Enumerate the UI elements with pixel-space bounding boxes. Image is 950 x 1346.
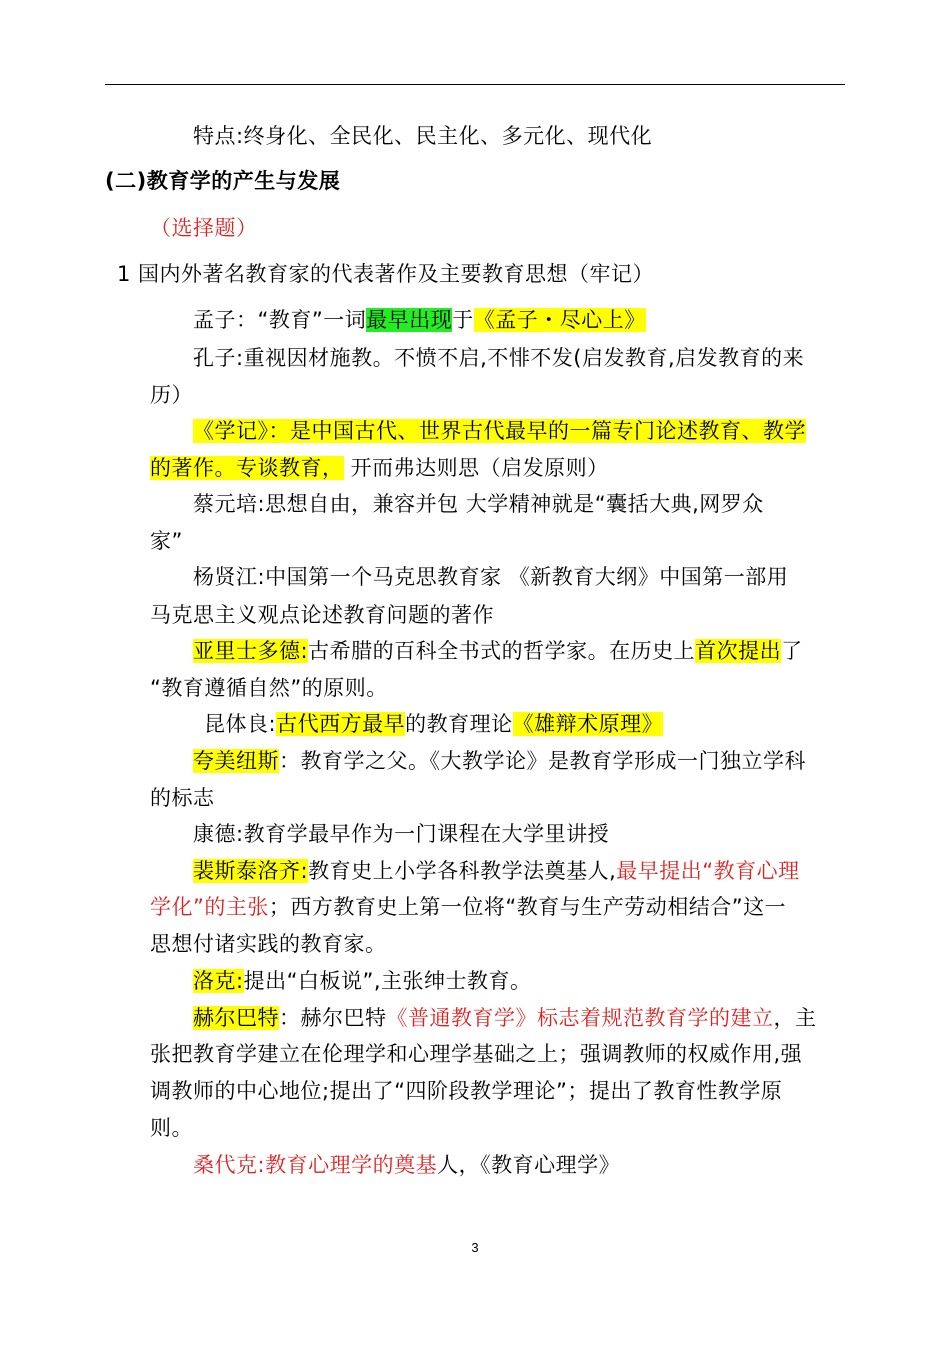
- text-segment: 教育史上小学各科教学法奠基人,: [308, 859, 617, 883]
- text-segment: ：教育学之父。《大教学论》是教育学形成一门独立学科: [279, 749, 806, 773]
- highlighted-text: 亚里士多德:: [193, 639, 309, 663]
- text-segment: ：赫尔巴特: [279, 1006, 387, 1030]
- header-rule: [105, 84, 845, 85]
- red-text: 学化”的主张: [150, 895, 269, 919]
- text-line: [150, 600, 494, 630]
- text-segment: 康德:教育学最早作为一门课程在大学里讲授: [193, 822, 610, 846]
- text-segment: 杨贤江:中国第一个马克思教育家 《新教育大纲》中国第一部用: [193, 565, 789, 589]
- highlighted-text: 《雄辩术原理》: [512, 712, 664, 736]
- highlighted-text: 裴斯泰洛齐:: [193, 859, 309, 883]
- text-line: [150, 1039, 802, 1069]
- highlighted-text: 首次提出: [695, 639, 782, 663]
- text-line: [150, 1113, 193, 1143]
- text-segment: 调教师的中心地位;提出了“四阶段教学理论”；提出了教育性教学原: [150, 1079, 783, 1103]
- text-line: [193, 343, 804, 373]
- text-segment: 马克思主义观点论述教育问题的著作: [150, 603, 494, 627]
- text-segment: 昆体良:: [204, 712, 277, 736]
- text-line: [193, 966, 532, 996]
- text-segment: 于: [452, 308, 474, 332]
- highlighted-text: 古代西方最早: [276, 712, 406, 736]
- text-segment: 孔子:重视因材施教。不愤不启,不悱不发(启发教育,启发教育的来: [193, 346, 805, 370]
- text-segment: 历）: [150, 383, 193, 407]
- text-segment: ，主: [773, 1006, 817, 1030]
- red-text: 《普通教育学》标志着规范教育学的建立: [386, 1006, 774, 1030]
- text-line: [193, 819, 609, 849]
- text-line: [150, 1076, 782, 1106]
- text-line: [117, 259, 654, 289]
- text-line: [150, 783, 215, 813]
- text-line: [193, 489, 764, 519]
- text-line: [150, 673, 388, 703]
- text-segment: 古希腊的百科全书式的哲学家。在历史上: [308, 639, 696, 663]
- highlighted-text: 赫尔巴特: [193, 1006, 279, 1030]
- text-line: [150, 526, 183, 556]
- text-segment: 的教育理论: [405, 712, 513, 736]
- red-text: 桑代克:教育心理学的奠基: [193, 1153, 438, 1177]
- text-segment: “教育遵循自然”的原则。: [150, 676, 388, 700]
- text-line: [150, 929, 387, 959]
- text-line: [150, 453, 609, 483]
- text-line: [193, 305, 646, 335]
- text-line: [193, 636, 803, 666]
- highlighted-text: 《学记》：是中国古代、世界古代最早的一篇专门论述教育、教学: [193, 419, 806, 443]
- text-line: [193, 416, 806, 446]
- text-segment: ；西方教育史上第一位将“教育与生产劳动相结合”这一: [268, 895, 787, 919]
- text-segment: 特点:终身化、全民化、民主化、多元化、现代化: [193, 124, 653, 148]
- text-line: [150, 380, 193, 410]
- text-segment: 1 国内外著名教育家的代表著作及主要教育思想（牢记）: [117, 262, 655, 286]
- page-number: 3: [471, 1240, 479, 1255]
- highlighted-text: 夸美纽斯: [193, 749, 279, 773]
- text-line: [193, 562, 788, 592]
- red-text: 最早提出“教育心理: [616, 859, 800, 883]
- text-segment: 张把教育学建立在伦理学和心理学基础之上；强调教师的权威作用,强: [150, 1042, 803, 1066]
- text-line: [150, 213, 258, 243]
- text-segment: 则。: [150, 1116, 193, 1140]
- text-segment: 提出“白板说”,主张绅士教育。: [243, 969, 532, 993]
- highlighted-text: 最早出现: [366, 308, 453, 332]
- text-segment: 孟子：“教育”一词: [193, 308, 367, 332]
- text-line: [193, 121, 652, 151]
- text-line: [193, 746, 806, 776]
- text-line: [150, 892, 786, 922]
- text-segment: 家”: [150, 529, 183, 553]
- text-line: [193, 1003, 817, 1033]
- highlighted-text: 洛克:: [193, 969, 244, 993]
- text-segment: 人，《教育心理学》: [437, 1153, 621, 1177]
- text-segment: (二)教育学的产生与发展: [105, 169, 341, 193]
- text-segment: 思想付诸实践的教育家。: [150, 932, 387, 956]
- text-segment: 了: [781, 639, 803, 663]
- text-segment: 开而弗达则思（启发原则）: [343, 456, 609, 480]
- text-line: [204, 709, 663, 739]
- red-text: （选择题）: [150, 216, 258, 240]
- highlighted-text: 《孟子・尽心上》: [473, 308, 646, 332]
- text-segment: 的标志: [150, 786, 215, 810]
- text-line: [193, 1150, 620, 1180]
- highlighted-text: 的著作。专谈教育，: [150, 456, 344, 480]
- text-line: [193, 856, 800, 886]
- text-segment: 蔡元培:思想自由，兼容并包 大学精神就是“囊括大典,网罗众: [193, 492, 764, 516]
- text-line: [105, 166, 340, 196]
